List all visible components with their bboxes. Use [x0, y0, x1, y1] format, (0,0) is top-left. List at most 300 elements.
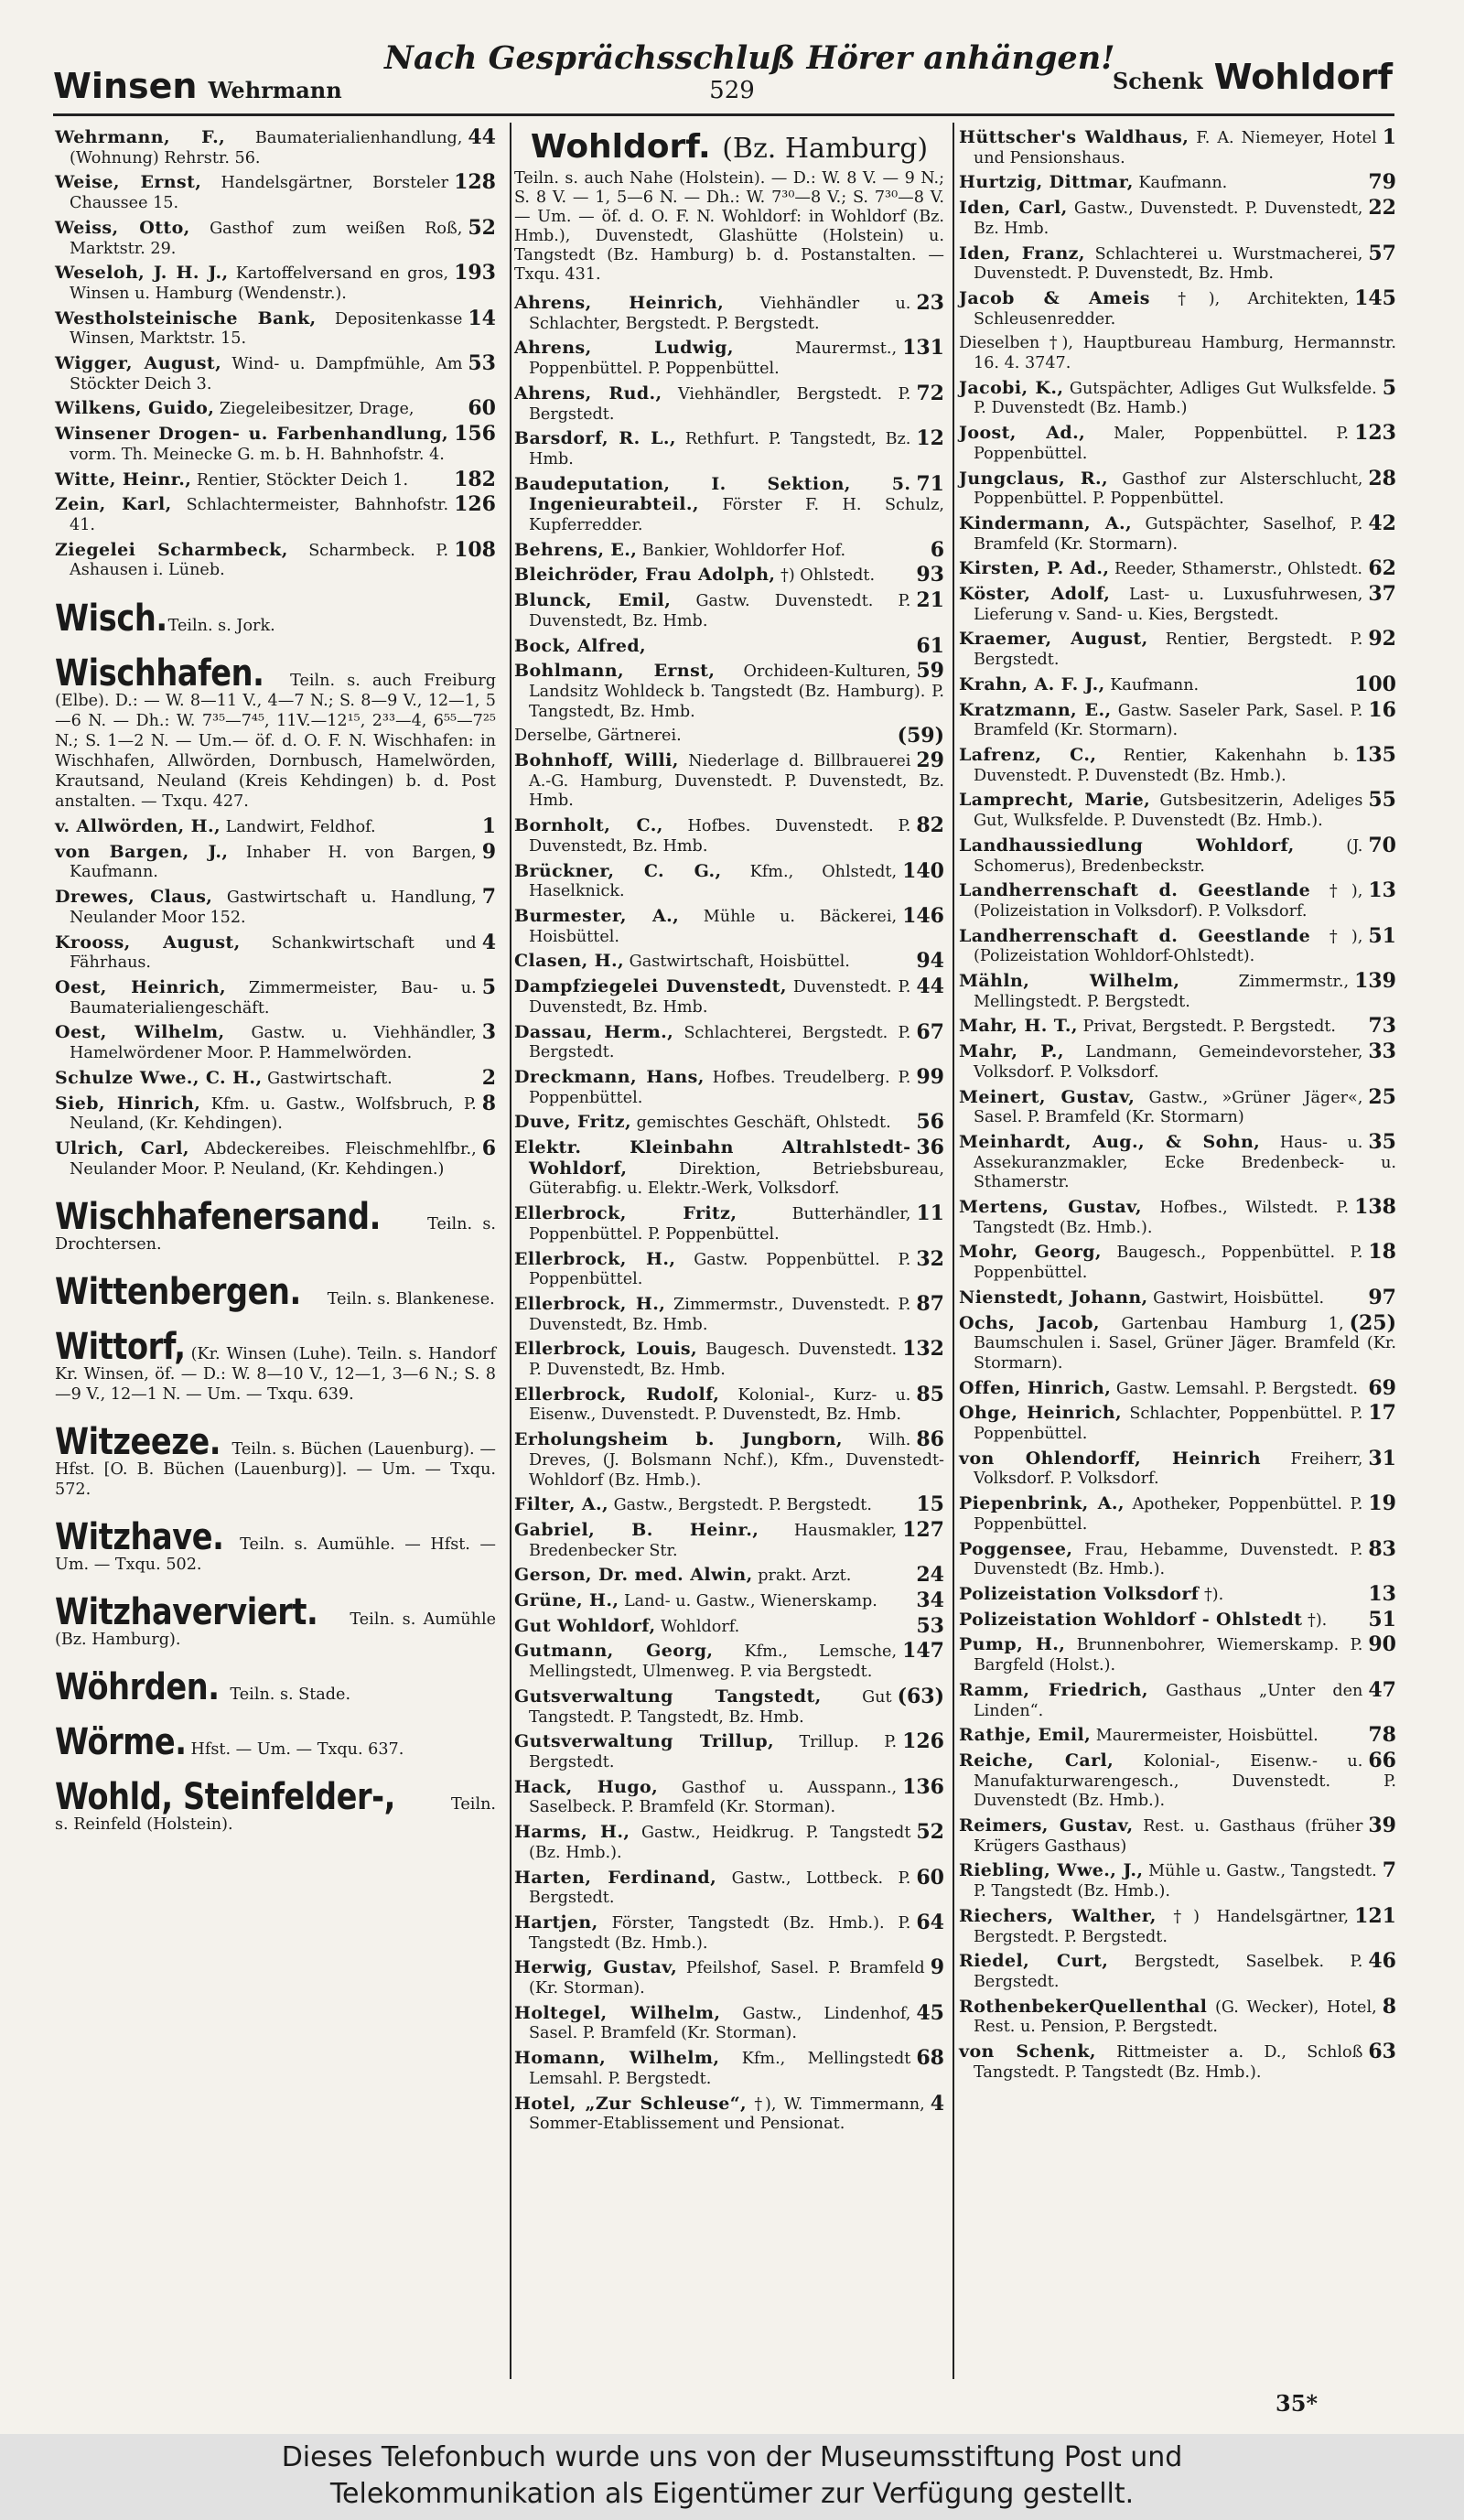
directory-entry	[959, 196, 1396, 239]
header-right-place: Wohldorf	[1213, 57, 1393, 97]
phone-number: 16	[1368, 697, 1396, 722]
entry-details: (J. Schomerus), Bredenbeckstr.	[974, 836, 1363, 876]
entry-name: Kraemer, August,	[959, 629, 1148, 650]
entry-details: Gastwirtschaft, Hoisbüttel.	[629, 953, 850, 972]
entry-name: Mertens, Gustav,	[959, 1197, 1142, 1218]
place-name: Wisch.	[55, 598, 167, 641]
entry-details: (G. Wecker), Hotel, Rest. u. Pension, P. Bergstedt.	[974, 1998, 1377, 2037]
directory-entry	[514, 1563, 944, 1588]
entry-details: Rittmeister a. D., Schloß Tangstedt. P. Tangstedt (Bz. Hmb.).	[974, 2043, 1363, 2082]
directory-entry	[55, 396, 496, 421]
directory-entry	[514, 1684, 944, 1728]
directory-entry	[959, 1084, 1396, 1128]
entry-details: Wind- u. Dampfmühle, Am Stöckter Deich 3.	[70, 355, 463, 393]
directory-entry	[55, 1091, 496, 1135]
place-name: Witzhaverviert.	[55, 1591, 318, 1634]
entry-name: Kindermann, A.,	[959, 512, 1133, 533]
place-info: (Kr. Winsen (Luhe). Teiln. s. Handorf Kr. Winsen, öf. — D.: W. 8—10 V., 12—1, 3—6 N.; S. 8—9 V., 12—1 N. — Um. — Txqu. 639.	[55, 1345, 496, 1405]
phone-number: 123	[1354, 421, 1396, 446]
phone-number: 45	[916, 2000, 944, 2025]
phone-number: 28	[1368, 466, 1396, 490]
entry-name: Ellerbrock, Rudolf,	[514, 1384, 720, 1405]
entry-details: Dieselben †), Hauptbureau Hamburg, Hermannstr. 16. 4. 3747.	[959, 334, 1396, 373]
entry-details: Trillup. P. Bergstedt.	[529, 1733, 898, 1772]
entry-name: Holtegel, Wilhelm,	[514, 2002, 721, 2023]
entry-name: Hotel, „Zur Schleuse“,	[514, 2093, 748, 2114]
phone-number: 37	[1368, 582, 1396, 607]
entry-details: Zimmermeister, Bau- u. Baumaterialiengeschäft.	[70, 978, 477, 1018]
entry-details: Gastw., Lottbeck. P. Bergstedt.	[529, 1868, 911, 1908]
phone-number: 66	[1368, 1748, 1396, 1772]
entry-details: Kolonial-, Eisenw.- u. Manufakturwarengesch., Duvenstedt. P. Duvenstedt (Bz. Hmb.).	[974, 1751, 1396, 1811]
entry-details: Mühle u. Gastw., Tangstedt. P. Tangstedt (Bz. Hmb.).	[974, 1862, 1377, 1901]
entry-details: Freiherr, Volksdorf. P. Volksdorf.	[974, 1449, 1363, 1489]
phone-number: 79	[1368, 170, 1396, 195]
entry-name: Bohnhoff, Willi,	[514, 750, 679, 771]
entry-name: Oest, Wilhelm,	[55, 1022, 225, 1043]
directory-entry	[55, 839, 496, 883]
place-heading	[55, 1326, 496, 1405]
phone-number: 33	[1368, 1039, 1396, 1064]
directory-entry	[514, 748, 944, 812]
phone-number: 14	[468, 306, 496, 330]
directory-entry	[959, 1858, 1396, 1901]
phone-number: 100	[1354, 672, 1396, 696]
entry-name: Meinhardt, Aug., & Sohn,	[959, 1131, 1261, 1152]
directory-entry	[959, 1494, 1396, 1535]
phone-number: 67	[916, 1019, 944, 1044]
phone-number: 61	[916, 633, 944, 658]
phone-number: 62	[1368, 556, 1396, 581]
directory-entry	[514, 659, 944, 722]
directory-entry	[55, 814, 496, 839]
phone-number: 99	[916, 1064, 944, 1089]
entry-name: Hurtzig, Dittmar,	[959, 172, 1134, 193]
column-2-entries	[514, 291, 945, 2135]
directory-entry	[959, 1903, 1396, 1947]
header-left-place: Winsen	[53, 66, 198, 106]
entry-details: Rethfurt. P. Tangstedt, Bz. Hmb.	[529, 430, 911, 468]
phone-number: 8	[481, 1091, 496, 1115]
phone-number: 60	[468, 396, 496, 421]
directory-entry	[959, 466, 1396, 510]
entry-details: Kolonial-, Kurz- u. Eisenw., Duvenstedt. P. Duvenstedt, Bz. Hmb.	[529, 1385, 911, 1425]
directory-entry	[959, 672, 1396, 696]
place-info: Teiln. s. auch Freiburg (Elbe). D.: — W. 8—11 V., 4—7 N.; S. 8—9 V., 12—1, 5—6 N. — Dh.: W. 7³⁵—7⁴⁵, 11V.—12¹⁵, 2³³—4, 6⁵⁵—7²⁵ N.; S. 1—2 N. — Um.— öf. d. O. F. N. Wischhafen: in Wischhafen, Allwörden, Dornbusch, Hamelwörden, Krautsand, Neuland (Kreis Kehdingen) b. d. Post anstalten. — Txqu. 427.	[55, 672, 496, 812]
directory-entry	[959, 1401, 1396, 1444]
phone-number: 5	[1382, 375, 1396, 400]
entry-name: Gutsverwaltung Trillup,	[514, 1731, 775, 1752]
place-name: Wohld, Steinfelder-,	[55, 1776, 396, 1819]
directory-entry	[514, 1110, 944, 1135]
directory-entry	[55, 422, 496, 465]
entry-name: Dassau, Herm.,	[514, 1021, 674, 1042]
directory-entry	[959, 878, 1396, 921]
entry-name: Hüttscher's Waldhaus,	[959, 127, 1190, 147]
entry-name: Landhaussiedlung Wohldorf,	[959, 835, 1295, 856]
phone-number: 53	[468, 351, 496, 376]
header-right	[1113, 57, 1393, 97]
entry-name: Kratzmann, E.,	[959, 699, 1112, 720]
place-heading-wohldorf	[514, 128, 944, 166]
entry-details: Land- u. Gastw., Wienerskamp.	[623, 1592, 877, 1611]
phone-number: 128	[454, 170, 496, 195]
place-info: Teiln. s. Reinfeld (Holstein).	[55, 1795, 496, 1835]
entry-name: Ellerbrock, Fritz,	[514, 1203, 737, 1224]
entry-name: Jungclaus, R.,	[959, 468, 1109, 489]
phone-number: 35	[1368, 1129, 1396, 1154]
phone-number: 121	[1354, 1903, 1396, 1928]
entry-name: Harten, Ferdinand,	[514, 1867, 717, 1888]
sheet-signature: 35*	[1276, 2390, 1318, 2417]
phone-number: 135	[1354, 742, 1396, 767]
directory-entry	[514, 1201, 944, 1244]
place-name: Wöhrden.	[55, 1666, 220, 1709]
header-rule	[53, 113, 1394, 116]
phone-number: 94	[916, 949, 944, 974]
entry-details: Kaufmann.	[1138, 174, 1228, 193]
entry-name: Pump, H.,	[959, 1634, 1066, 1655]
entry-details: Gutspächter, Saselhof, P. Bramfeld (Kr. Stormarn).	[974, 514, 1363, 554]
phone-number: (63)	[897, 1684, 944, 1708]
phone-number: 36	[916, 1136, 944, 1160]
entry-name: Krooss, August,	[55, 932, 241, 953]
entry-name: RothenbekerQuellenthal	[959, 1996, 1208, 2017]
place-info: Teiln. s. Aumühle (Bz. Hamburg).	[55, 1610, 497, 1650]
archive-footer	[0, 2434, 1464, 2520]
directory-entry	[959, 1748, 1396, 1812]
directory-entry	[55, 351, 496, 394]
entry-name: Ahrens, Ludwig,	[514, 338, 734, 359]
entry-name: Weise, Ernst,	[55, 172, 202, 193]
entry-details: Gasthof zum weißen Roß, Marktstr. 29.	[70, 219, 463, 258]
entry-name: Nienstedt, Johann,	[959, 1287, 1148, 1308]
phone-number: 83	[1368, 1536, 1396, 1561]
directory-entry	[514, 1729, 944, 1772]
entry-details: †), W. Timmermann, Sommer-Etablissement und Pensionat.	[529, 2095, 925, 2134]
footer-line-2: Telekommunikation als Eigentümer zur Verfügung gestellt.	[329, 2478, 1135, 2510]
phone-number: 47	[1368, 1677, 1396, 1702]
directory-entry	[514, 2091, 944, 2135]
entry-details: Haus- u. Assekuranzmakler, Ecke Bredenbeck- u. Sthamerstr.	[974, 1133, 1396, 1192]
phone-number: 126	[454, 492, 496, 517]
place-heading	[55, 1196, 496, 1255]
place-heading	[55, 652, 496, 812]
entry-details: Gastw., Bergstedt. P. Bergstedt.	[613, 1496, 872, 1515]
entry-details: Gartenbau Hamburg 1, Baumschulen i. Sasel, Grüner Jäger. Bramfeld (Kr. Stormarn).	[974, 1314, 1396, 1373]
entry-name: Ellerbrock, Louis,	[514, 1339, 698, 1360]
entry-details: Hofbes., Wilstedt. P. Tangstedt (Bz. Hmb.).	[974, 1199, 1350, 1237]
directory-entry	[55, 537, 496, 581]
phone-number: 87	[916, 1291, 944, 1316]
directory-entry	[55, 492, 496, 535]
phone-number: 32	[916, 1246, 944, 1271]
phone-number: 13	[1368, 1582, 1396, 1606]
entry-name: Jacobi, K.,	[959, 377, 1064, 398]
entry-name: Hartjen,	[514, 1912, 598, 1933]
phone-number: 6	[930, 537, 944, 562]
phone-number: 4	[481, 930, 496, 954]
entry-details: Orchideen-Kulturen, Landsitz Wohldeck b. Tangstedt (Bz. Hamburg). P. Tangstedt, Bz. Hmb.	[529, 662, 944, 721]
directory-entry	[514, 858, 944, 902]
entry-name: Dreckmann, Hans,	[514, 1066, 705, 1087]
entry-details: Gastw. Duvenstedt. P. Duvenstedt, Bz. Hmb.	[529, 592, 911, 630]
phone-number: 52	[468, 215, 496, 240]
phone-number: 17	[1368, 1401, 1396, 1426]
entry-details: †).	[1308, 1610, 1328, 1630]
entry-details: Schlachter, Poppenbüttel. P. Poppenbüttel.	[974, 1405, 1363, 1444]
directory-entry	[514, 813, 944, 856]
place-info: Teiln. s. Blankenese.	[327, 1290, 495, 1309]
entry-details: Depositenkasse Winsen, Marktstr. 15.	[70, 309, 463, 349]
place-info: Teiln. s. Jork.	[167, 617, 275, 636]
phone-number: 64	[916, 1910, 944, 1934]
phone-number: 57	[1368, 241, 1396, 265]
entry-name: Poggensee,	[959, 1538, 1073, 1559]
entry-details: Gut Tangstedt. P. Tangstedt, Bz. Hmb.	[529, 1687, 892, 1727]
directory-entry	[514, 1865, 944, 1909]
phone-number: 86	[916, 1427, 944, 1452]
entry-name: Gut Wohldorf,	[514, 1615, 656, 1636]
directory-entry	[55, 261, 496, 304]
place-info: Teiln. s. Aumühle. — Hfst. — Um. — Txqu. 502.	[55, 1535, 496, 1575]
place-heading-district: (Bz. Hamburg)	[722, 133, 929, 165]
column-divider	[953, 123, 954, 2379]
directory-entry	[959, 1039, 1396, 1082]
phone-number: 70	[1368, 833, 1396, 857]
entry-details: vorm. Th. Meinecke G. m. b. H. Bahnhofstr. 4.	[70, 445, 445, 464]
entry-details: Gutspächter, Adliges Gut Wulksfelde. P. Duvenstedt (Bz. Hamb.)	[974, 379, 1377, 418]
directory-entry	[959, 556, 1396, 581]
entry-details: Last- u. Luxusfuhrwesen, Lieferung v. Sand- u. Kies, Bergstedt.	[974, 586, 1363, 624]
entry-name: Brückner, C. G.,	[514, 860, 722, 881]
header-right-sub: Schenk	[1112, 68, 1203, 94]
entry-name: Barsdorf, R. L.,	[514, 428, 676, 449]
entry-details: Inhaber H. von Bargen, Kaufmann.	[70, 843, 477, 882]
phone-number: 139	[1354, 969, 1396, 994]
column-1	[55, 125, 497, 1840]
phone-number: 132	[902, 1337, 944, 1362]
entry-details: Handelsgärtner, Borsteler Chaussee 15.	[70, 174, 449, 213]
directory-entry	[55, 170, 496, 213]
directory-entry	[959, 1129, 1396, 1193]
phone-number: 7	[1382, 1858, 1396, 1883]
directory-entry	[959, 1536, 1396, 1580]
place-name: Wittenbergen.	[55, 1271, 301, 1314]
place-name: Wittorf,	[55, 1326, 186, 1369]
phone-number: 44	[916, 975, 944, 999]
entry-name: Gutsverwaltung Tangstedt,	[514, 1685, 822, 1707]
directory-entry	[514, 2000, 944, 2044]
directory-entry	[514, 1774, 944, 1818]
directory-entry	[514, 724, 944, 748]
entry-name: Ahrens, Rud.,	[514, 382, 662, 404]
entry-details: Bergstedt, Saselbek. P. Bergstedt.	[974, 1953, 1363, 1991]
directory-entry	[514, 426, 944, 469]
entry-details: Maurermst., Poppenbüttel. P. Poppenbüttel.	[529, 339, 898, 379]
entry-details: Derselbe, Gärtnerei.	[514, 727, 682, 746]
entry-name: Elektr. Kleinbahn Altrahlstedt-Wohldorf,	[514, 1137, 911, 1179]
entry-name: Westholsteinische Bank,	[55, 307, 317, 328]
entry-details: Gastw. Saseler Park, Sasel. P. Bramfeld (Kr. Stormarn).	[974, 701, 1363, 740]
directory-entry	[959, 742, 1396, 786]
entry-name: Wehrmann, F.,	[55, 127, 226, 147]
entry-name: Ulrich, Carl,	[55, 1137, 189, 1158]
entry-details: †), (Polizeistation in Volksdorf). P. Volksdorf.	[974, 882, 1363, 921]
directory-entry	[959, 923, 1396, 967]
phone-number: 51	[1368, 1607, 1396, 1632]
directory-entry	[514, 903, 944, 947]
place-heading	[55, 598, 496, 641]
directory-entry	[55, 215, 496, 259]
entry-name: Rathje, Emil,	[959, 1725, 1092, 1746]
directory-entry	[55, 930, 496, 974]
header-left	[53, 66, 342, 106]
directory-entry	[514, 471, 945, 536]
phone-number: 140	[902, 858, 944, 883]
entry-details: Rentier, Stöckter Deich 1.	[196, 470, 409, 490]
phone-number: 156	[454, 422, 496, 447]
directory-entry	[959, 582, 1396, 625]
phone-number: 126	[902, 1729, 944, 1754]
entry-name: Drewes, Claus,	[55, 887, 213, 908]
phone-number: 182	[454, 467, 496, 491]
entry-name: Wigger, August,	[55, 353, 222, 374]
directory-entry	[959, 1240, 1396, 1283]
entry-details: Landwirt, Feldhof.	[225, 818, 376, 837]
entry-name: Meinert, Gustav,	[959, 1086, 1136, 1107]
phone-number: 78	[1368, 1723, 1396, 1748]
directory-entry	[959, 1677, 1396, 1721]
entry-name: Kirsten, P. Ad.,	[959, 558, 1110, 579]
entry-details: Privat, Bergstedt. P. Bergstedt.	[1082, 1018, 1337, 1037]
phone-number: 23	[916, 291, 944, 315]
entry-details: Gutsbesitzerin, Adeliges Gut, Wulksfelde. P. Duvenstedt (Bz. Hmb.).	[974, 792, 1363, 831]
directory-entry	[514, 1639, 944, 1682]
entry-name: Behrens, E.,	[514, 539, 638, 560]
directory-entry	[514, 1613, 944, 1638]
entry-details: Gastw., Duvenstedt. P. Duvenstedt, Bz. Hmb.	[974, 199, 1363, 238]
entry-details: Baugesch. Duvenstedt. P. Duvenstedt, Bz. Hmb.	[529, 1341, 898, 1380]
directory-entry	[959, 1816, 1396, 1857]
phone-number: 52	[916, 1820, 944, 1845]
entry-name: Schulze Wwe., C. H.,	[55, 1067, 263, 1088]
directory-entry	[514, 1588, 944, 1613]
place-heading	[55, 1271, 496, 1314]
directory-entry	[514, 565, 944, 587]
phone-number: 25	[1368, 1084, 1396, 1109]
entry-name: Landherrenschaft d. Geestlande	[959, 880, 1311, 901]
place-name: Witzeeze.	[55, 1421, 221, 1464]
directory-entry	[959, 1446, 1396, 1490]
entry-name: Riechers, Walther,	[959, 1905, 1157, 1926]
place-name: Wörme.	[55, 1721, 187, 1764]
directory-entry	[514, 1955, 944, 1998]
place-intro: Teiln. s. auch Nahe (Holstein). — D.: W. 8 V. — 9 N.; S. 8 V. — 1, 5—6 N. — Dh.: W. 7³⁰—8 V.; S. 7³⁰—8 V. — Um. — öf. d. O. F. N. Wohldorf: in Wohldorf (Bz. Hmb.), Duvenstedt, Glashütte (Holstein) u. Tangstedt (Bz. Hamburg) b. d. Postanstalten. — Txqu. 431.	[514, 169, 944, 284]
phone-number: 90	[1368, 1632, 1396, 1657]
place-info: Teiln. s. Büchen (Lauenburg). — Hfst. [O. B. Büchen (Lauenburg)]. — Um. — Txqu. 572.	[55, 1440, 496, 1500]
phone-number: 24	[916, 1563, 944, 1588]
entry-name: Bleichröder, Frau Adolph,	[514, 565, 776, 586]
directory-entry	[959, 421, 1396, 464]
phone-number: 31	[1368, 1446, 1396, 1470]
entry-name: Mähln, Wilhelm,	[959, 971, 1180, 992]
entry-name: Gerson, Dr. med. Alwin,	[514, 1565, 753, 1586]
place-info: Teiln. s. Drochtersen.	[55, 1215, 496, 1255]
page-number: 529	[709, 77, 755, 104]
place-heading	[55, 1721, 496, 1764]
entry-details: Viehhändler u. Schlachter, Bergstedt. P. Bergstedt.	[529, 295, 911, 333]
entry-name: Lamprecht, Marie,	[959, 790, 1151, 811]
entry-details: Rentier, Bergstedt. P. Bergstedt.	[974, 630, 1363, 670]
phone-number: 145	[1354, 285, 1396, 310]
entry-details: Pfeilshof, Sasel. P. Bramfeld (Kr. Storman).	[529, 1959, 925, 1998]
place-heading	[55, 1421, 496, 1500]
entry-details: Landmann, Gemeindevorsteher, Volksdorf. P. Volksdorf.	[974, 1043, 1363, 1082]
entry-details: Kfm., Ohlstedt, Haselknick.	[529, 862, 898, 901]
phone-number: 131	[902, 336, 944, 361]
entry-name: von Schenk,	[959, 2041, 1096, 2062]
entry-details: Maurermeister, Hoisbüttel.	[1095, 1727, 1319, 1746]
entry-name: Riebling, Wwe., J.,	[959, 1860, 1144, 1881]
entry-details: Ziegeleibesitzer, Drage,	[219, 400, 414, 419]
entry-name: Riedel, Curt,	[959, 1951, 1109, 1972]
entry-details: Kfm., Mellingstedt Lemsahl. P. Bergstedt.	[529, 2050, 911, 2088]
entry-details: Niederlage d. Billbrauerei A.-G. Hamburg, Duvenstedt. P. Duvenstedt, Bz. Hmb.	[529, 752, 944, 811]
phone-number: 12	[916, 426, 944, 451]
entry-name: Harms, H.,	[514, 1822, 630, 1843]
entry-name: Wilkens, Guido,	[55, 398, 215, 419]
directory-entry	[514, 336, 944, 379]
entry-details: Baumaterialienhandlung, (Wohnung) Rehrstr. 56.	[70, 129, 463, 167]
directory-entry	[514, 1382, 944, 1426]
entry-details: Schlachtermeister, Bahnhofstr. 41.	[70, 496, 449, 534]
phone-number: 97	[1368, 1285, 1396, 1309]
phone-number: 127	[902, 1517, 944, 1542]
directory-entry	[514, 1246, 944, 1290]
phone-number: 11	[916, 1201, 944, 1226]
phone-number: 4	[930, 2091, 944, 2116]
phone-number: 8	[1382, 1994, 1396, 2019]
phone-number: 69	[1368, 1375, 1396, 1400]
phone-number: 3	[481, 1020, 496, 1045]
entry-name: Witte, Heinr.,	[55, 468, 192, 490]
entry-details: Gasthof u. Ausspann., Saselbeck. P. Bramfeld (Kr. Storman).	[529, 1778, 898, 1817]
phone-number: 53	[916, 1613, 944, 1638]
entry-details: Kartoffelversand en gros, Winsen u. Hamburg (Wendenstr.).	[70, 264, 449, 303]
phone-number: 42	[1368, 511, 1396, 535]
entry-details: Zimmermstr., Duvenstedt. P. Duvenstedt, Bz. Hmb.	[529, 1295, 911, 1334]
directory-entry	[514, 949, 944, 974]
entry-details: Mühle u. Bäckerei, Hoisbüttel.	[529, 907, 898, 946]
entry-name: Weiss, Otto,	[55, 217, 190, 238]
entry-details: Förster, Tangstedt (Bz. Hmb.). P. Tangstedt (Bz. Hmb.).	[529, 1913, 911, 1953]
entry-details: Wohldorf.	[661, 1617, 740, 1636]
entry-name: Blunck, Emil,	[514, 590, 672, 611]
header-notice: Nach Gesprächsschluß Hörer anhängen!	[384, 39, 1115, 77]
entry-details: Hausmakler, Bredenbecker Str.	[529, 1521, 898, 1560]
entry-name: Ziegelei Scharmbeck,	[55, 539, 288, 560]
phone-number: 9	[481, 839, 496, 864]
directory-entry	[514, 291, 944, 334]
phone-number: 60	[916, 1865, 944, 1890]
entry-details: Scharmbeck. P. Ashausen i. Lüneb.	[70, 541, 449, 580]
phone-number: 1	[481, 814, 496, 839]
place-heading	[55, 1776, 496, 1835]
phone-number: 63	[1368, 2040, 1396, 2064]
directory-entry	[959, 334, 1396, 373]
entry-details: Gastw., Lindenhof, Sasel. P. Bramfeld (Kr. Storman).	[529, 2004, 911, 2043]
